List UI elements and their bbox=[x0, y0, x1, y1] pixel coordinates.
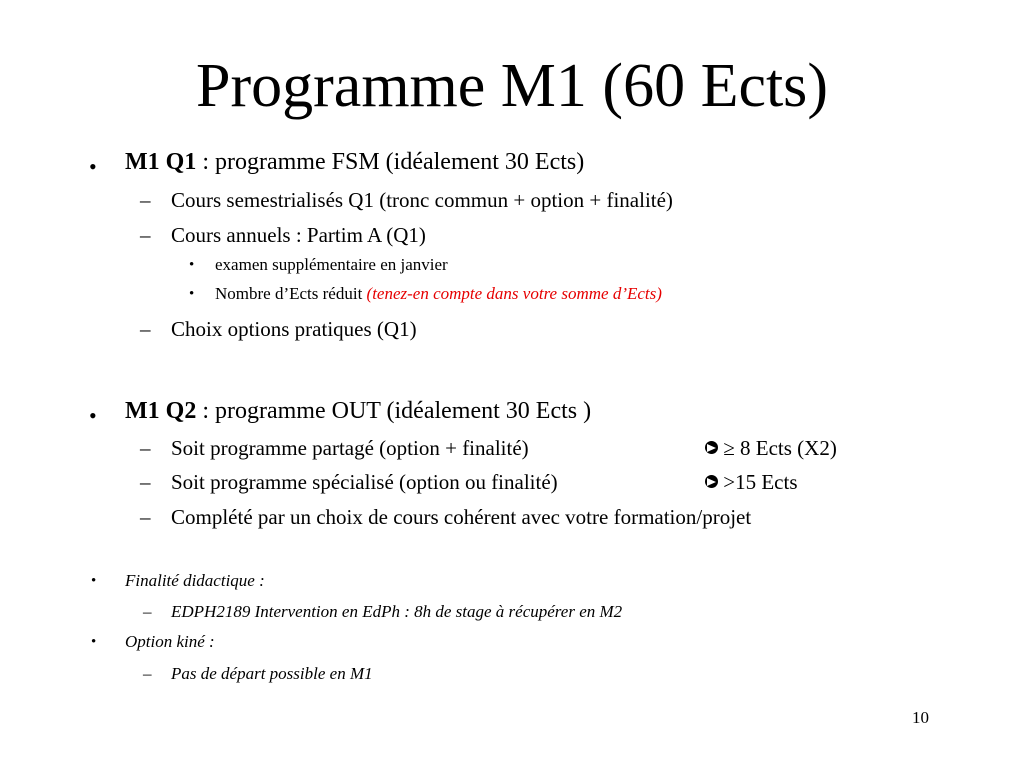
q2-item: Complété par un choix de cours cohérent avec votre formation/projet bbox=[171, 505, 752, 529]
q1-item: Cours annuels : Partim A (Q1) bbox=[171, 223, 426, 247]
page-number: 10 bbox=[912, 708, 929, 727]
dash: – bbox=[140, 436, 151, 460]
slide-title: Programme M1 (60 Ects) bbox=[196, 52, 828, 120]
q2-heading bbox=[125, 398, 591, 425]
q2-result-text: ≥ 8 Ects (X2) bbox=[723, 436, 837, 460]
q2-item: Soit programme partagé (option + finalité) bbox=[171, 436, 529, 460]
option-heading: Option kiné : bbox=[125, 632, 215, 651]
q2-result bbox=[705, 470, 798, 495]
option-item: Pas de départ possible en M1 bbox=[171, 664, 373, 683]
q1-item: Choix options pratiques (Q1) bbox=[171, 317, 417, 341]
q1-item: Cours semestrialisés Q1 (tronc commun + option + finalité) bbox=[171, 188, 673, 212]
dash: – bbox=[143, 602, 152, 621]
bullet: • bbox=[91, 634, 97, 650]
q2-result-text: >15 Ects bbox=[723, 470, 798, 494]
bullet: • bbox=[189, 286, 195, 302]
dash: – bbox=[140, 505, 151, 529]
q1-sub-item: Nombre d’Ects réduit bbox=[215, 284, 367, 303]
dash: – bbox=[143, 664, 152, 683]
circled-right-arrow-icon bbox=[705, 441, 718, 454]
q1-sub-item-ects bbox=[215, 284, 662, 304]
circled-right-arrow-icon bbox=[705, 475, 718, 488]
bullet: • bbox=[91, 573, 97, 589]
q1-sub-item: examen supplémentaire en janvier bbox=[215, 255, 448, 274]
bullet: • bbox=[89, 403, 97, 428]
q2-item: Soit programme spécialisé (option ou finalité) bbox=[171, 470, 558, 494]
q2-label: M1 Q2 bbox=[125, 398, 197, 424]
q1-sub-note: (tenez-en compte dans votre somme d’Ects) bbox=[366, 284, 662, 303]
bullet: • bbox=[189, 257, 195, 273]
finalite-item: EDPH2189 Intervention en EdPh : 8h de stage à récupérer en M2 bbox=[171, 602, 623, 621]
dash: – bbox=[140, 188, 151, 212]
q2-result bbox=[705, 436, 837, 461]
q1-text: : programme FSM (idéalement 30 Ects) bbox=[196, 149, 585, 175]
dash: – bbox=[140, 470, 151, 494]
q2-text: : programme OUT (idéalement 30 Ects ) bbox=[196, 398, 592, 424]
q1-heading bbox=[125, 149, 584, 176]
dash: – bbox=[140, 317, 151, 341]
finalite-heading: Finalité didactique : bbox=[125, 571, 265, 590]
dash: – bbox=[140, 223, 151, 247]
q1-label: M1 Q1 bbox=[125, 149, 197, 175]
bullet: • bbox=[89, 154, 97, 179]
